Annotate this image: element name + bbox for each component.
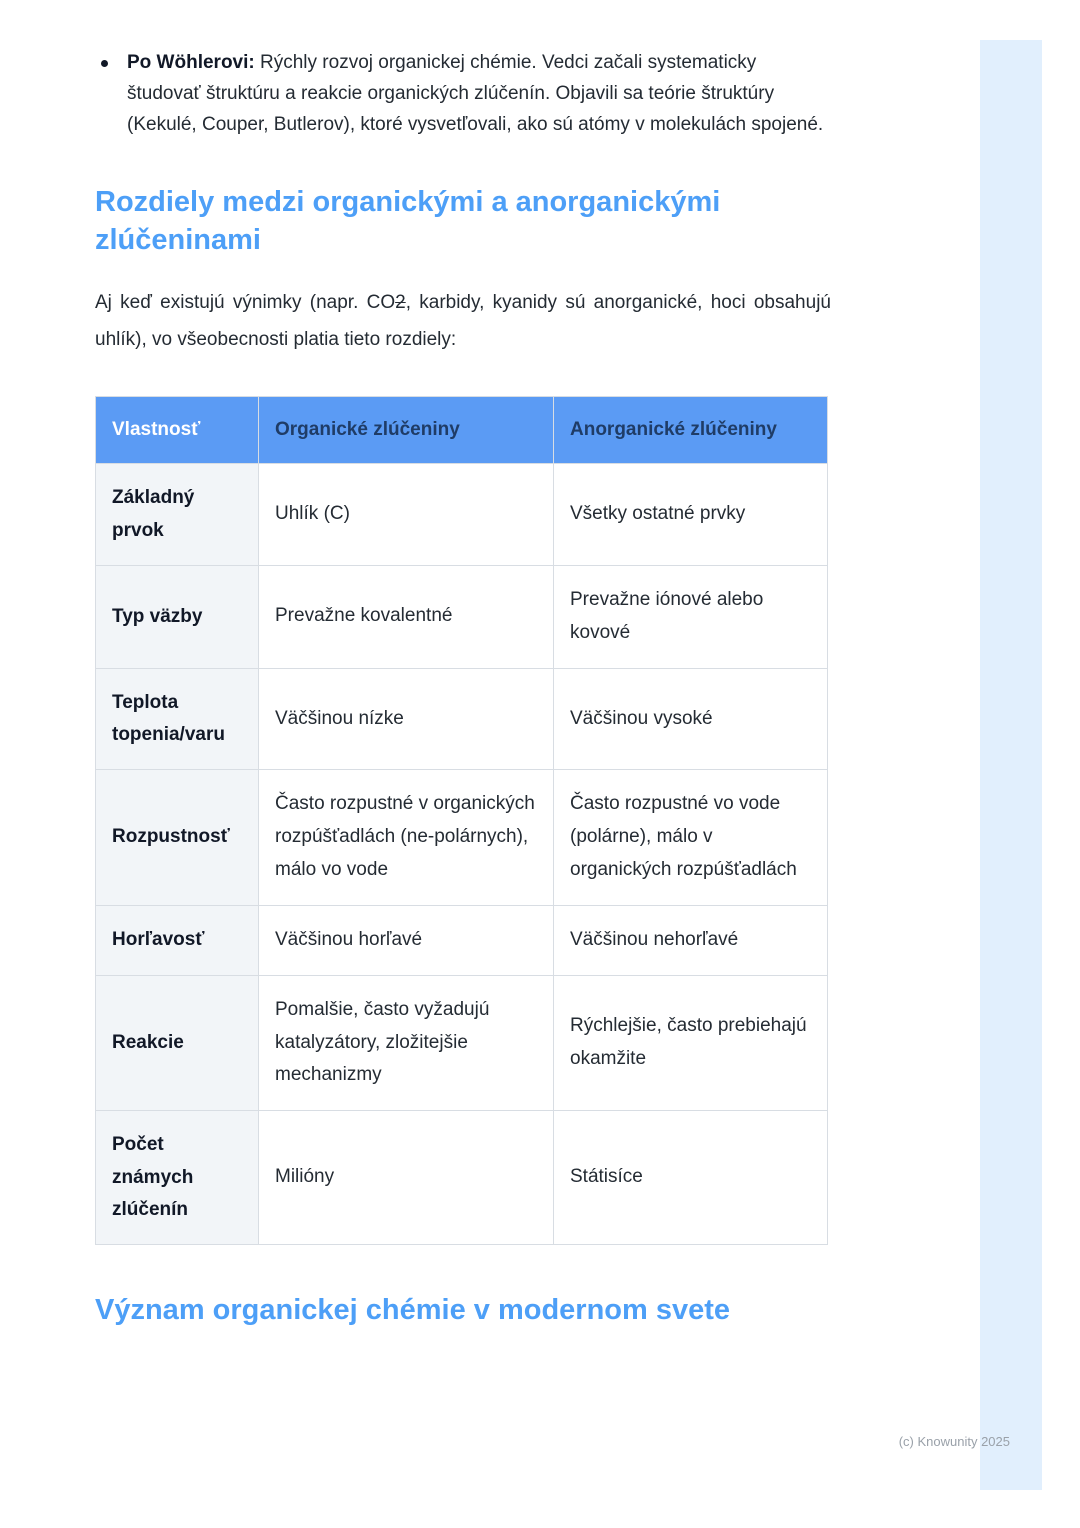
comparison-table bbox=[95, 396, 828, 1245]
bullet-icon bbox=[101, 60, 108, 67]
table-row bbox=[96, 975, 828, 1111]
row-label-cell: Horľavosť bbox=[96, 905, 259, 975]
value-cell: Prevažne kovalentné bbox=[259, 565, 554, 668]
table-header-inorganic: Anorganické zlúčeniny bbox=[554, 397, 828, 464]
table-row bbox=[96, 668, 828, 770]
row-label-cell: Reakcie bbox=[96, 975, 259, 1111]
intro-paragraph bbox=[95, 285, 831, 358]
row-label-cell: Počet známych zlúčenín bbox=[96, 1111, 259, 1245]
value-cell: Rýchlejšie, často prebiehajú okamžite bbox=[554, 975, 828, 1111]
section-heading-differences: Rozdiely medzi organickými a anorganickými zlúčeninami bbox=[95, 185, 721, 257]
page-edge-strip bbox=[980, 40, 1042, 1490]
value-cell: Väčšinou nehorľavé bbox=[554, 905, 828, 975]
section-heading-importance: Význam organickej chémie v modernom svete bbox=[95, 1294, 731, 1327]
table-header-organic: Organické zlúčeniny bbox=[259, 397, 554, 464]
row-label-cell: Teplota topenia/varu bbox=[96, 668, 259, 770]
value-cell: Často rozpustné v organických rozpúšťadlách (ne-polárnych), málo vo vode bbox=[259, 770, 554, 906]
row-label-cell: Typ väzby bbox=[96, 565, 259, 668]
value-cell: Väčšinou nízke bbox=[259, 668, 554, 770]
intro-post: , karbidy, kyanidy sú anorganické, hoci obsahujú uhlík), vo všeobecnosti platia tieto rozdiely: bbox=[95, 292, 831, 350]
table-row bbox=[96, 770, 828, 906]
copyright-footer: (c) Knowunity 2025 bbox=[898, 1434, 1010, 1449]
value-cell: Uhlík (C) bbox=[259, 464, 554, 566]
row-label-cell: Rozpustnosť bbox=[96, 770, 259, 906]
table-row bbox=[96, 1111, 828, 1245]
table-header-property: Vlastnosť bbox=[96, 397, 259, 464]
table-row bbox=[96, 565, 828, 668]
page-content bbox=[95, 48, 831, 1329]
table-header-row bbox=[96, 397, 828, 464]
intro-co2-struck-digit: 2 bbox=[395, 292, 406, 314]
value-cell: Prevažne iónové alebo kovové bbox=[554, 565, 828, 668]
intro-pre: Aj keď existujú výnimky (napr. CO bbox=[95, 292, 396, 314]
value-cell: Pomalšie, často vyžadujú katalyzátory, zložitejšie mechanizmy bbox=[259, 975, 554, 1111]
value-cell: Všetky ostatné prvky bbox=[554, 464, 828, 566]
value-cell: Milióny bbox=[259, 1111, 554, 1245]
value-cell: Väčšinou horľavé bbox=[259, 905, 554, 975]
value-cell: Státisíce bbox=[554, 1111, 828, 1245]
value-cell: Väčšinou vysoké bbox=[554, 668, 828, 770]
value-cell: Často rozpustné vo vode (polárne), málo v organických rozpúšťadlách bbox=[554, 770, 828, 906]
bullet-lead: Po Wöhlerovi: bbox=[127, 52, 255, 73]
row-label-cell: Základný prvok bbox=[96, 464, 259, 566]
table-row bbox=[96, 464, 828, 566]
bullet-paragraph bbox=[127, 48, 831, 141]
list-item bbox=[95, 48, 831, 141]
bullet-body: Rýchly rozvoj organickej chémie. Vedci začali systematicky študovať štruktúru a reakcie organických zlúčenín. Objavili sa teórie štruktúry (Kekulé, Couper, Butlerov), ktoré vysvetľovali, ako sú atómy v molekulách spojené. bbox=[127, 52, 824, 135]
table-row bbox=[96, 905, 828, 975]
